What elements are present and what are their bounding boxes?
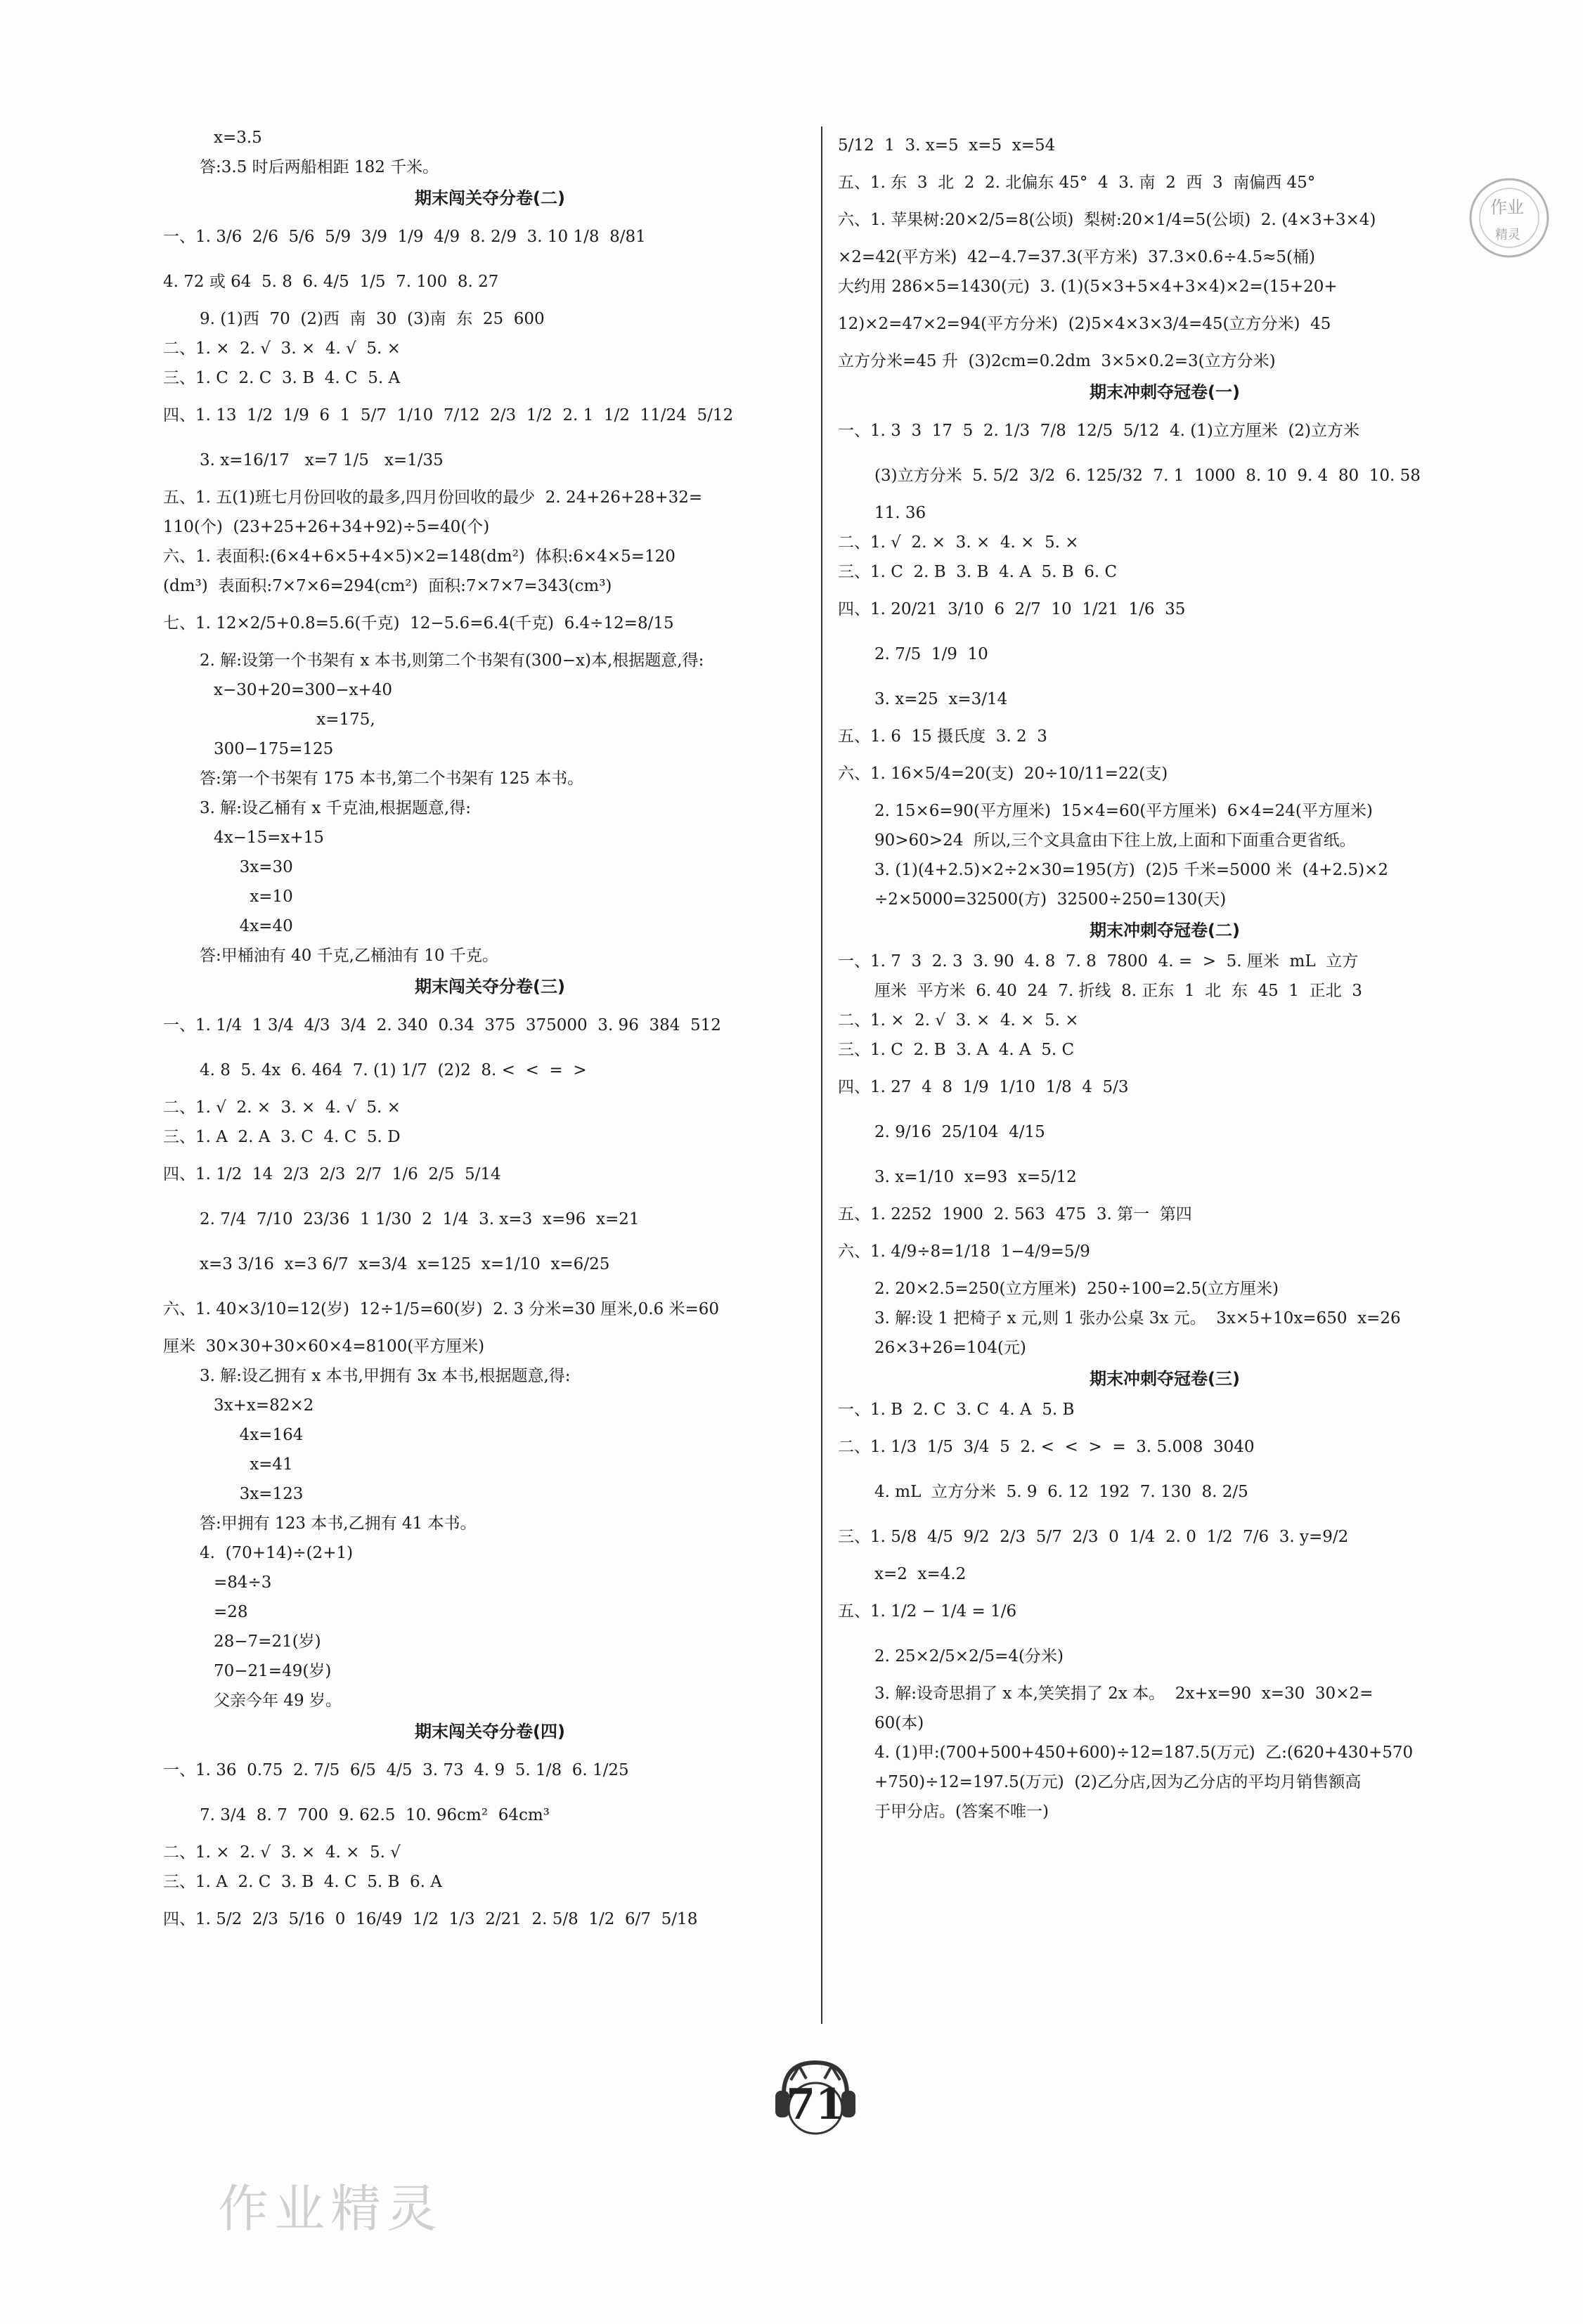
answer-line: x=2 x=4.2 xyxy=(874,1565,967,1583)
answer-line: 三、1. A 2. A 3. C 4. C 5. D xyxy=(163,1128,401,1146)
answer-line: 三、1. C 2. C 3. B 4. C 5. A xyxy=(163,369,401,387)
stamp-sub: 精灵 xyxy=(1495,228,1520,242)
answer-line: 七、1. 12×2/5+0.8=5.6(千克) 12−5.6=6.4(千克) 6.4÷12=8/15 xyxy=(163,614,674,632)
answer-line: 2. 25×2/5×2/5=4(分米) xyxy=(874,1647,1064,1666)
answer-line: 300−175=125 xyxy=(214,740,334,758)
answer-line: 4. 8 5. 4x 6. 464 7. (1) 1/7 (2)2 8. < < = > xyxy=(200,1061,587,1079)
answer-line: 3. 解:设奇思捐了 x 本,笑笑捐了 2x 本。 2x+x=90 x=30 30×2= xyxy=(874,1684,1374,1703)
answer-line: 3. 解:设乙拥有 x 本书,甲拥有 3x 本书,根据题意,得: xyxy=(200,1367,571,1385)
answer-line: 4. (70+14)÷(2+1) xyxy=(200,1544,354,1562)
answer-line: 三、1. 5/8 4/5 9/2 2/3 5/7 2/3 0 1/4 2. 0 1/2 7/6 3. y=9/2 xyxy=(838,1528,1349,1546)
answer-line: x=41 xyxy=(214,1455,293,1474)
answer-line: 3. x=1/10 x=93 x=5/12 xyxy=(874,1168,1077,1186)
answer-line: 二、1. × 2. √ 3. × 4. √ 5. × xyxy=(163,339,401,358)
answer-line: x=3 3/16 x=3 6/7 x=3/4 x=125 x=1/10 x=6/25 xyxy=(200,1255,610,1273)
answer-line: 2. 7/4 7/10 23/36 1 1/30 2 1/4 3. x=3 x=96 x=21 xyxy=(200,1210,640,1228)
left-column xyxy=(163,123,817,1942)
answer-line: 一、1. 1/4 1 3/4 4/3 3/4 2. 340 0.34 375 375000 3. 96 384 512 xyxy=(163,1016,721,1034)
answer-line: 3x+x=82×2 xyxy=(214,1396,314,1415)
answer-line: 大约用 286×5=1430(元) 3. (1)(5×3+5×4+3×4)×2=(15+20+ xyxy=(838,278,1338,296)
answer-line: 4x=40 xyxy=(214,917,293,935)
answer-line: 六、1. 4/9÷8=1/18 1−4/9=5/9 xyxy=(838,1242,1090,1261)
answer-line: 五、1. 1/2 − 1/4 = 1/6 xyxy=(838,1602,1017,1621)
answer-line: ÷2×5000=32500(方) 32500÷250=130(天) xyxy=(874,890,1227,909)
answer-line: 六、1. 苹果树:20×2/5=8(公顷) 梨树:20×1/4=5(公顷) 2. (4×3+3×4) xyxy=(838,211,1376,229)
answer-line: 11. 36 xyxy=(874,504,926,522)
answer-line: 110(个) (23+25+26+34+92)÷5=40(个) xyxy=(163,518,490,536)
answer-line: 一、1. 7 3 2. 3 3. 90 4. 8 7. 8 7800 4. = > 5. 厘米 mL 立方 xyxy=(838,952,1359,971)
watermark: 作业精灵 xyxy=(218,2179,444,2238)
section-heading: 期末冲刺夺冠卷(二) xyxy=(1090,921,1240,940)
page-number: 71 xyxy=(786,2080,845,2129)
answer-line: 五、1. 2252 1900 2. 563 475 3. 第一 第四 xyxy=(838,1205,1192,1223)
answer-line: 厘米 平方米 6. 40 24 7. 折线 8. 正东 1 北 东 45 1 正北 3 xyxy=(874,982,1362,1000)
answer-line: 3. 解:设乙桶有 x 千克油,根据题意,得: xyxy=(200,799,471,817)
answer-line: 4x=164 xyxy=(214,1426,304,1444)
section-heading: 期末闯关夺分卷(四) xyxy=(415,1722,565,1741)
answer-line: 二、1. 1/3 1/5 3/4 5 2. < < > = 3. 5.008 3040 xyxy=(838,1438,1255,1456)
answer-line: 答:甲桶油有 40 千克,乙桶油有 10 千克。 xyxy=(200,947,498,965)
answer-line: +750)÷12=197.5(万元) (2)乙分店,因为乙分店的平均月销售额高 xyxy=(874,1773,1362,1791)
answer-line: 90>60>24 所以,三个文具盒由下往上放,上面和下面重合更省纸。 xyxy=(874,831,1356,850)
answer-line: (3)立方分米 5. 5/2 3/2 6. 125/32 7. 1 1000 8. 10 9. 4 80 10. 58 xyxy=(874,467,1421,485)
answer-line: 一、1. 3/6 2/6 5/6 5/9 3/9 1/9 4/9 8. 2/9 3. 10 1/8 8/81 xyxy=(163,228,646,246)
answer-line: 7. 3/4 8. 7 700 9. 62.5 10. 96cm² 64cm³ xyxy=(200,1806,550,1824)
answer-line: 四、1. 20/21 3/10 6 2/7 10 1/21 1/6 35 xyxy=(838,600,1186,618)
section-heading: 期末冲刺夺冠卷(一) xyxy=(1090,382,1240,402)
answer-line: 3. 解:设 1 把椅子 x 元,则 1 张办公桌 3x 元。 3x×5+10x=650 x=26 xyxy=(874,1309,1401,1327)
answer-line: 28−7=21(岁) xyxy=(214,1632,321,1651)
answer-line: 厘米 30×30+30×60×4=8100(平方厘米) xyxy=(163,1337,485,1356)
page-number-badge xyxy=(770,2052,861,2143)
answer-line: 答:第一个书架有 175 本书,第二个书架有 125 本书。 xyxy=(200,770,584,788)
answer-line: 答:3.5 时后两船相距 182 千米。 xyxy=(200,158,439,176)
answer-line: 3x=123 xyxy=(214,1485,304,1503)
answer-line: =84÷3 xyxy=(214,1573,272,1592)
answer-line: 六、1. 40×3/10=12(岁) 12÷1/5=60(岁) 2. 3 分米=30 厘米,0.6 米=60 xyxy=(163,1300,719,1318)
answer-line: 3. x=25 x=3/14 xyxy=(874,690,1008,708)
section-heading: 期末冲刺夺冠卷(三) xyxy=(1090,1369,1240,1389)
answer-line: 二、1. × 2. √ 3. × 4. × 5. × xyxy=(838,1011,1079,1030)
answer-line: 三、1. A 2. C 3. B 4. C 5. B 6. A xyxy=(163,1873,442,1891)
answer-line: 六、1. 16×5/4=20(支) 20÷10/11=22(支) xyxy=(838,765,1168,783)
answer-line: 5/12 1 3. x=5 x=5 x=54 xyxy=(838,136,1056,155)
answer-line: 4. (1)甲:(700+500+450+600)÷12=187.5(万元) 乙:(620+430+570 xyxy=(874,1744,1414,1762)
answer-line: 五、1. 东 3 北 2 2. 北偏东 45° 4 3. 南 2 西 3 南偏西 45° xyxy=(838,174,1316,192)
answer-line: x=3.5 xyxy=(214,129,262,147)
answer-line: 三、1. C 2. B 3. B 4. A 5. B 6. C xyxy=(838,563,1118,581)
answer-line: 3x=30 xyxy=(214,858,293,876)
answer-line: =28 xyxy=(214,1603,248,1621)
answer-line: 2. 解:设第一个书架有 x 本书,则第二个书架有(300−x)本,根据题意,得: xyxy=(200,651,704,670)
answer-line: x=175, xyxy=(214,710,375,729)
answer-line: 70−21=49(岁) xyxy=(214,1662,332,1680)
answer-line: 4. mL 立方分米 5. 9 6. 12 192 7. 130 8. 2/5 xyxy=(874,1483,1248,1501)
answer-line: 60(本) xyxy=(874,1714,924,1732)
answer-line: 答:甲拥有 123 本书,乙拥有 41 本书。 xyxy=(200,1514,477,1533)
answer-line: (dm³) 表面积:7×7×6=294(cm²) 面积:7×7×7=343(cm³) xyxy=(163,577,612,595)
answer-line: 26×3+26=104(元) xyxy=(874,1339,1026,1357)
answer-line: 四、1. 5/2 2/3 5/16 0 16/49 1/2 1/3 2/21 2. 5/8 1/2 6/7 5/18 xyxy=(163,1910,698,1928)
section-heading: 期末闯关夺分卷(二) xyxy=(415,188,565,208)
answer-line: 二、1. √ 2. × 3. × 4. √ 5. × xyxy=(163,1098,401,1117)
stamp-title: 作业 xyxy=(1490,197,1524,217)
answer-line: 3. x=16/17 x=7 1/5 x=1/35 xyxy=(200,451,444,469)
answer-line: 一、1. 36 0.75 2. 7/5 6/5 4/5 3. 73 4. 9 5. 1/8 6. 1/25 xyxy=(163,1761,629,1779)
answer-line: 4. 72 或 64 5. 8 6. 4/5 1/5 7. 100 8. 27 xyxy=(163,273,499,291)
column-divider xyxy=(821,126,822,2024)
answer-line: 9. (1)西 70 (2)西 南 30 (3)南 东 25 600 xyxy=(200,310,545,328)
answer-line: 一、1. B 2. C 3. C 4. A 5. B xyxy=(838,1401,1075,1419)
answer-line: 四、1. 1/2 14 2/3 2/3 2/7 1/6 2/5 5/14 xyxy=(163,1165,501,1183)
answer-line: 12)×2=47×2=94(平方分米) (2)5×4×3×3/4=45(立方分米) 45 xyxy=(838,315,1331,333)
answer-line: 二、1. × 2. √ 3. × 4. × 5. √ xyxy=(163,1843,401,1862)
answer-line: 2. 9/16 25/104 4/15 xyxy=(874,1123,1045,1141)
homework-stamp xyxy=(1464,172,1555,264)
answer-line: x−30+20=300−x+40 xyxy=(214,681,392,699)
answer-line: 二、1. √ 2. × 3. × 4. × 5. × xyxy=(838,533,1079,552)
answer-line: 三、1. C 2. B 3. A 4. A 5. C xyxy=(838,1041,1075,1059)
answer-line: 父亲今年 49 岁。 xyxy=(214,1692,342,1710)
section-heading: 期末闯关夺分卷(三) xyxy=(415,977,565,997)
answer-line: ×2=42(平方米) 42−4.7=37.3(平方米) 37.3×0.6÷4.5≈5(桶) xyxy=(838,248,1315,266)
answer-line: 于甲分店。(答案不唯一) xyxy=(874,1803,1049,1821)
stamp-ring-icon xyxy=(1464,172,1555,264)
answer-line: 六、1. 表面积:(6×4+6×5+4×5)×2=148(dm²) 体积:6×4×5=120 xyxy=(163,547,676,566)
answer-line: 2. 20×2.5=250(立方厘米) 250÷100=2.5(立方厘米) xyxy=(874,1280,1279,1298)
answer-line: 五、1. 五(1)班七月份回收的最多,四月份回收的最少 2. 24+26+28+32= xyxy=(163,488,703,507)
right-column xyxy=(838,123,1492,1826)
answer-line: 3. (1)(4+2.5)×2÷2×30=195(方) (2)5 千米=5000 米 (4+2.5)×2 xyxy=(874,861,1388,879)
answer-line: 立方分米=45 升 (3)2cm=0.2dm 3×5×0.2=3(立方分米) xyxy=(838,352,1276,370)
answer-line: 2. 15×6=90(平方厘米) 15×4=60(平方厘米) 6×4=24(平方厘米) xyxy=(874,802,1373,820)
answer-line: x=10 xyxy=(214,888,293,906)
answer-line: 一、1. 3 3 17 5 2. 1/3 7/8 12/5 5/12 4. (1)立方厘米 (2)立方米 xyxy=(838,422,1360,440)
answer-line: 4x−15=x+15 xyxy=(214,829,324,847)
answer-line: 2. 7/5 1/9 10 xyxy=(874,645,988,663)
answer-line: 四、1. 13 1/2 1/9 6 1 5/7 1/10 7/12 2/3 1/2 2. 1 1/2 11/24 5/12 xyxy=(163,406,734,424)
answer-line: 四、1. 27 4 8 1/9 1/10 1/8 4 5/3 xyxy=(838,1078,1129,1096)
answer-line: 五、1. 6 15 摄氏度 3. 2 3 xyxy=(838,727,1047,746)
